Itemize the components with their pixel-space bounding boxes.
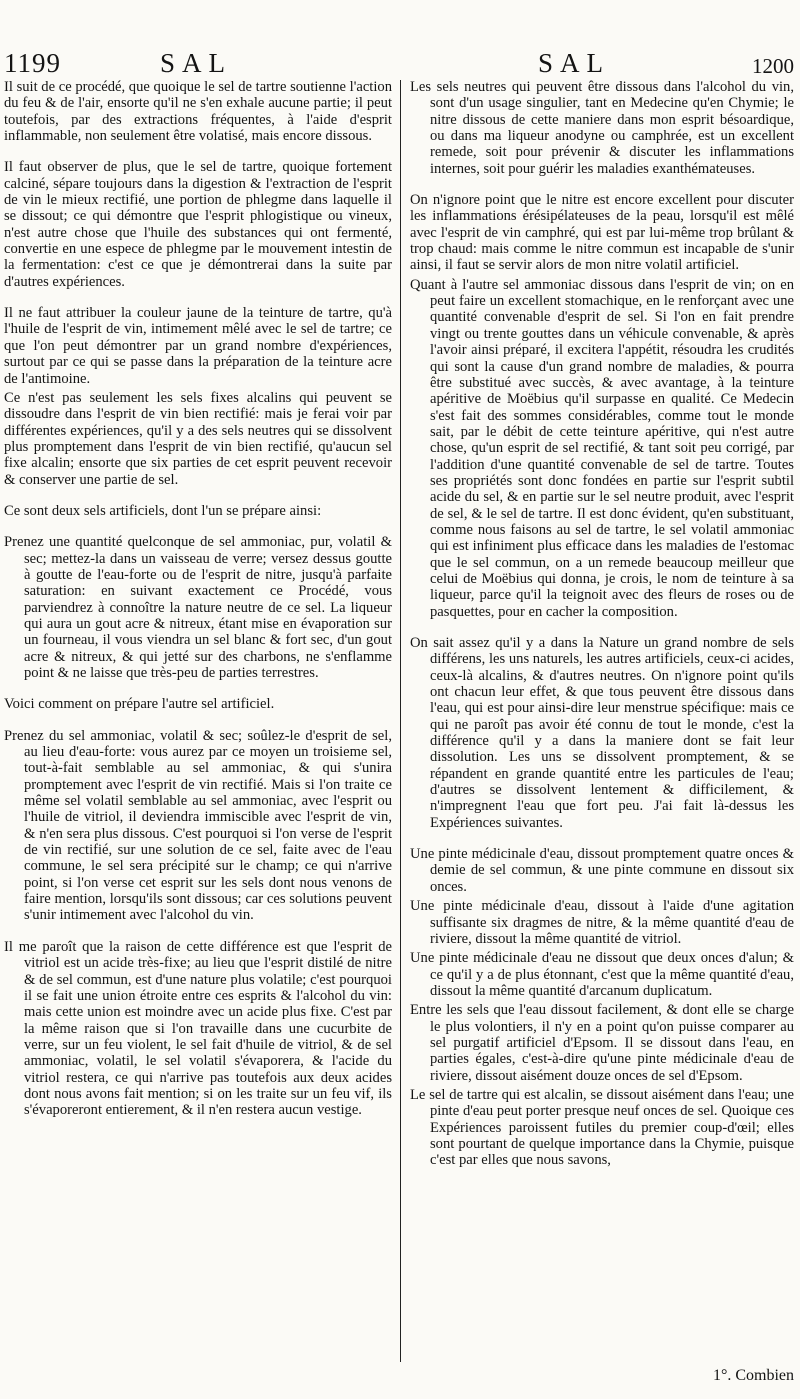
column-divider: [400, 80, 401, 1362]
paragraph: On sait assez qu'il y a dans la Nature un grand nombre de sels différens, les uns naturels, les autres artificiels, ceux-ci acides, ceux-là alcalins, & d'autres neutres. On n'ignore point qu'ils ont chacun leur effet, & que tous peuvent être dissous dans l'eau, qui est pour ainsi-dire leur menstrue spécifique: mais ce qui ne paroît pas avoir été connu de tout le monde, c'est la différence qu'il y a dans la maniere dont se fait leur dissolution. Les uns se dissolvent promptement, & se répandent en grande quantité entre les particules de l'eau; d'autres se dissolvent lentement & difficilement, & n'impregnent l'eau que fort peu. J'ai fait là-dessus les Expériences suivantes.: [410, 635, 794, 831]
paragraph: Les sels neutres qui peuvent être dissous dans l'alcohol du vin, sont d'un usage singulier, tant en Medecine qu'en Chymie; le nitre dissous de cette maniere dans mon esprit bésoardique, ou dans ma liqueur anodyne ou camphrée, est un excellent remede, soit pour prévenir & discuter les inflammations internes, soit pour guérir les maladies exanthémateuses.: [410, 79, 794, 177]
paragraph: Il me paroît que la raison de cette différence est que l'esprit de vitriol est un acide très-fixe; au lieu que l'esprit distilé de nitre & de sel commun, est d'une nature plus volatile; c'est pourquoi il se fait une union étroite entre ces esprits & l'alcohol du vin: mais cette union est moindre avec un acide plus fixe. C'est par la même raison que si l'on travaille dans une cucurbite de verre, sur un feu violent, le sel fait d'huile de vitriol, & de sel ammoniac, volatil, le sel volatil s'évaporera, & l'acide du vitriol restera, ce qui n'arrive pas toutefois aux deux acides dont nous avons fait mention; si on les traite sur un feu vif, ils s'évaporeront entierement, & il n'en restera aucun vestige.: [4, 938, 392, 1119]
catchword: 1°. Combien: [712, 1367, 794, 1384]
running-head-left: SAL: [160, 48, 233, 78]
paragraph: Le sel de tartre qui est alcalin, se dissout aisément dans l'eau; une pinte d'eau peut porter presque neuf onces de sel. Quoique ces Expériences paroissent futiles du premier coup-d'œil; elles sont pourtant de quelque importance dans la Chymie, puisque c'est par elles que nous savons,: [410, 1086, 794, 1169]
paragraph: Ce sont deux sels artificiels, dont l'un se prépare ainsi:: [4, 502, 322, 519]
paragraph: Ce n'est pas seulement les sels fixes alcalins qui peuvent se dissoudre dans l'esprit de vin bien rectifié: mais je ferai voir par différentes expériences, qu'il y a des sels neutres qui se dissolvent plus promptement dans l'esprit de vin bien rectifié, qu'aucun sel fixe alcalin; ensorte que six parties de cet esprit peuvent recevoir & conserver une partie de sel.: [4, 389, 392, 488]
paragraph: Prenez une quantité quelconque de sel ammoniac, pur, volatil & sec; mettez-la dans un vaisseau de verre; versez dessus goutte à goutte de l'eau-forte ou de l'esprit de nitre, jusqu'à parfaite saturation: en suivant exactement ce Procédé, vous parviendrez à connoître la nature neutre de ce sel. La liqueur qui aura un gout acre & nitreux, étant mise en évaporation sur un fourneau, il vous viendra un sel blanc & fort sec, d'un gout acre & nitreux, & qui jetté sur des charbons, ne s'enflamme point & ne laisse que très-peu de parties terrestres.: [4, 534, 392, 681]
left-column: [4, 79, 392, 1119]
paragraph: Prenez du sel ammoniac, volatil & sec; soûlez-le d'esprit de sel, au lieu d'eau-forte: vous aurez par ce moyen un troisieme sel, tout-à-fait semblable au sel ammoniac, & qui s'unira promptement avec l'esprit de vin rectifié. Mais si l'on traite ce même sel volatil semblable au sel ammoniac, avec l'esprit ou l'huile de vitriol, il deviendra immiscible avec l'esprit de vin, & n'en sera plus dissous. C'est pourquoi si l'on verse de l'esprit de vin rectifié, sur une solution de ce sel, faite avec de l'eau commune, le sel sera précipité sur le champ; ce qui n'arrive point, si l'on verse cet esprit sur les sels dont nous venons de faire mention, lorsqu'ils sont dissous; car ces solutions peuvent s'unir intimement avec l'alcohol du vin.: [4, 727, 392, 924]
paragraph: Quant à l'autre sel ammoniac dissous dans l'esprit de vin; on en peut faire un excellent stomachique, en le renforçant avec une quantité convenable d'esprit de sel. Si l'on en fait prendre vingt ou trente gouttes dans un véhicule convenable, & après l'avoir ainsi préparé, il excitera l'appétit, résoudra les crudités qui sont la cause d'un grand nombre de maladies, & pourra être substitué avec succès, & avec avantage, à la teinture apéritive de Moëbius qu'il surpasse en qualité. Ce Medecin s'est fait des sommes considérables, comme tout le monde sait, par le débit de cette teinture apéritive, qui n'est autre chose, qu'un esprit de sel rectifié, & tant soit peu corrigé, par l'addition d'une quantité convenable de sel de tartre. Toutes ses propriétés sont donc fondées en partie sur l'esprit subtil acide du sel, & en partie sur le sel neutre produit, avec l'esprit de sel, & le sel de tartre. Il est donc évident, qu'en substituant, comme nous faisons au sel de tartre, le sel volatil ammoniac qui est infiniment plus efficace dans les maladies de l'estomac que le sel commun, on a un remede beaucoup meilleur que celui de Moëbius qui donna, je crois, le nom de teinture à sa liqueur, parce qu'il la teignoit avec des fleurs de roses ou de pasquettes, pour en cacher la composition.: [410, 276, 794, 620]
running-head-right: SAL: [538, 48, 611, 78]
paragraph: Voici comment on prépare l'autre sel artificiel.: [4, 696, 275, 713]
right-column: [410, 79, 794, 1169]
paragraph: Entre les sels que l'eau dissout facilement, & dont elle se charge le plus volontiers, il n'y en a point qu'on puisse comparer au sel purgatif artificiel d'Epsom. Il se dissout dans l'eau, en parties égales, c'est-à-dire qu'une pinte médicinale d'eau de riviere, dissout aisément douze onces de sel d'Epsom.: [410, 1002, 794, 1084]
paragraph: Il ne faut attribuer la couleur jaune de la teinture de tartre, qu'à l'huile de l'esprit de vin, intimement mêlé avec le sel de tartre; ce que l'on peut démontrer par un grand nombre d'expériences, surtout par ce qui se passe dans la préparation de la teinture acre de l'antimoine.: [4, 305, 392, 387]
paragraph: Une pinte médicinale d'eau ne dissout que deux onces d'alun; & ce qu'il y a de plus étonnant, c'est que la même quantité d'eau, dissout la même quantité d'arcanum duplicatum.: [410, 950, 794, 999]
paragraph: On n'ignore point que le nitre est encore excellent pour discuter les inflammations érésipélateuses de la peau, lorsqu'il est mêlé avec l'esprit de vin camphré, qui est par lui-même trop brûlant & trop chaud: mais comme le nitre commun est incapable de s'unir ainsi, il faut se servir alors de mon nitre volatil artificiel.: [410, 192, 794, 274]
paragraph: Une pinte médicinale d'eau, dissout promptement quatre onces & demie de sel commun, & une pinte commune en dissout six onces.: [410, 846, 794, 895]
page-number-left: 1199: [4, 48, 61, 78]
page-number-right: 1200: [752, 54, 794, 78]
paragraph: Il faut observer de plus, que le sel de tartre, quoique fortement calciné, sépare toujours dans la digestion & l'extraction de l'esprit de vin le mieux rectifié, une portion de phlegme dans laquelle il se dissout; ce qui démontre que l'esprit phlogistique ou vineux, n'est autre chose que l'huile des substances qui ont fermenté, convertie en une espece de phlegme par le mouvement intestin de la fermentation: c'est ce que je démontrerai dans la suite par d'autres expériences.: [4, 159, 392, 290]
paragraph: Une pinte médicinale d'eau, dissout à l'aide d'une agitation suffisante six dragmes de nitre, & la même quantité d'eau de riviere, dissout la même quantité de vitriol.: [410, 898, 794, 947]
paragraph: Il suit de ce procédé, que quoique le sel de tartre soutienne l'action du feu & de l'air, ensorte qu'il ne s'en exhale aucune partie; il peut toutefois, par des extractions fréquentes, à l'aide d'esprit inflammable, non seulement être volatisé, mais encore dissous.: [4, 79, 393, 145]
